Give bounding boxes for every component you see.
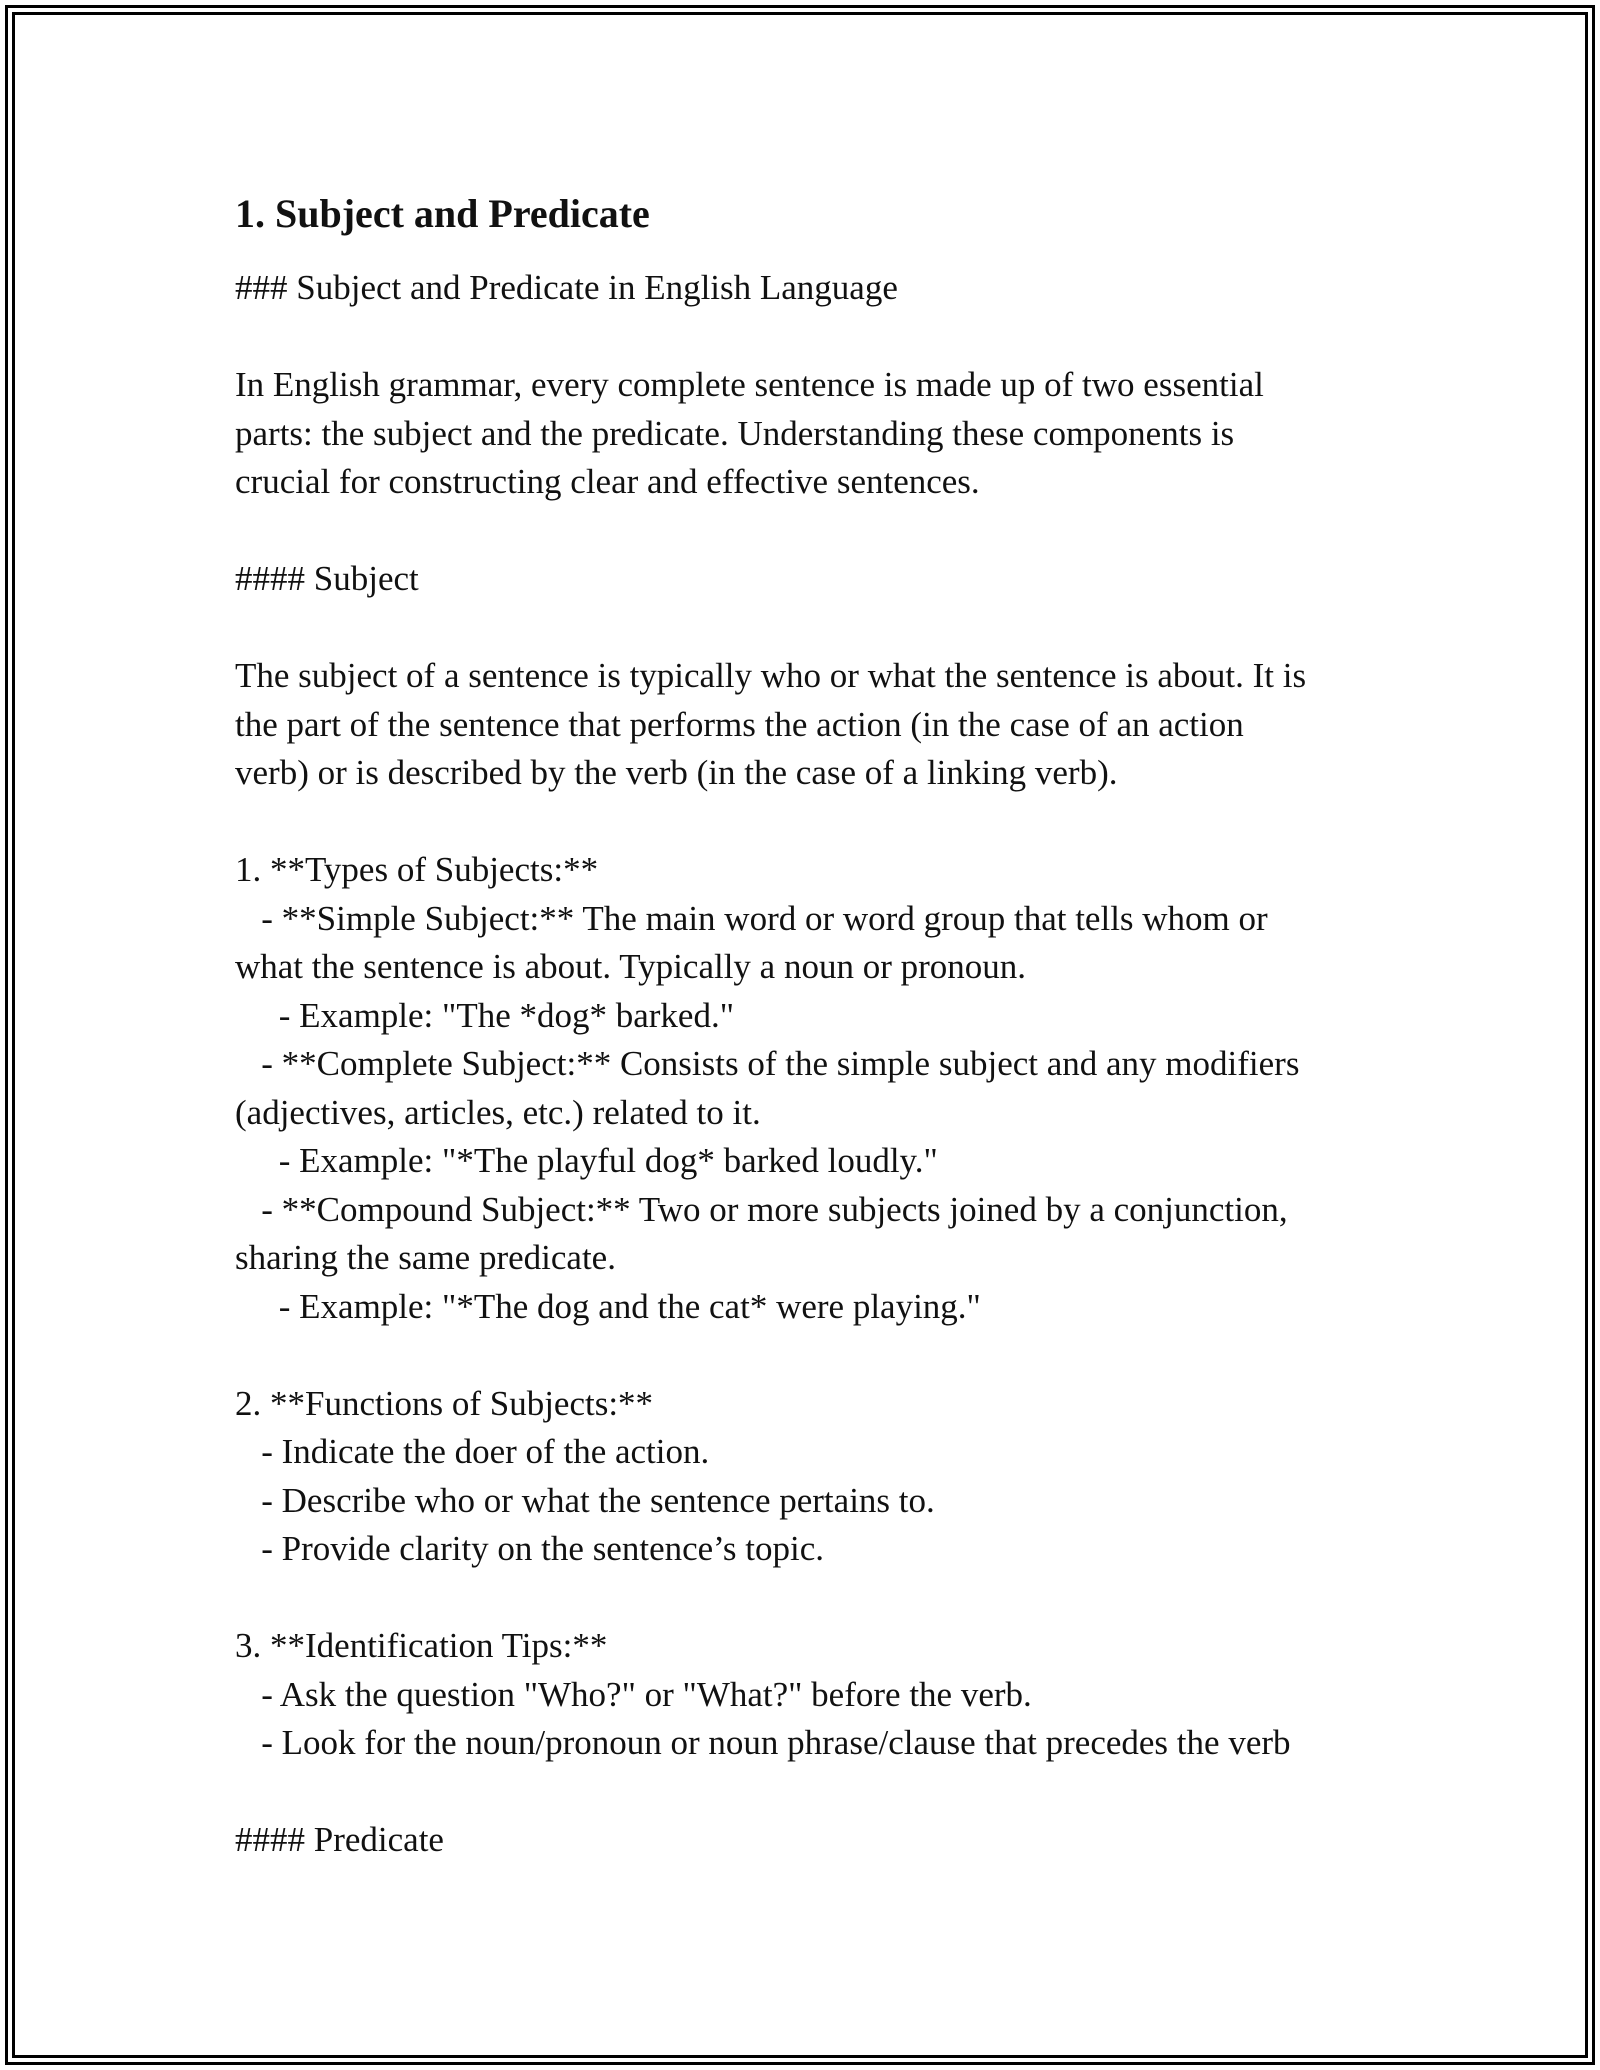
text-line: In English grammar, every complete sentence is made up of two essential (235, 365, 1264, 404)
text-line: ### Subject and Predicate in English Language (235, 268, 898, 307)
document-body (235, 186, 1395, 1865)
text-line: - Ask the question "Who?" or "What?" before the verb. (235, 1674, 1032, 1714)
text-line: #### Predicate (235, 1820, 444, 1859)
text-line: - Describe who or what the sentence pertains to. (235, 1480, 935, 1520)
text-line: 1. **Types of Subjects:** (235, 850, 599, 889)
text-line: - **Compound Subject:** Two or more subjects joined by a conjunction, (235, 1189, 1288, 1229)
text-line: 3. **Identification Tips:** (235, 1626, 608, 1665)
text-line: - Look for the noun/pronoun or noun phrase/clause that precedes the verb (235, 1723, 1291, 1762)
text-line: - Example: "*The dog and the cat* were playing." (235, 1286, 981, 1326)
text-line (235, 507, 1395, 556)
text-line: (adjectives, articles, etc.) related to it. (235, 1092, 761, 1132)
text-line: #### Subject (235, 559, 419, 598)
text-line: - Example: "The *dog* barked." (235, 995, 734, 1035)
text-line (235, 1574, 1395, 1623)
text-line: what the sentence is about. Typically a noun or pronoun. (235, 947, 1027, 986)
text-line: - Indicate the doer of the action. (235, 1432, 710, 1471)
text-line (235, 1768, 1395, 1817)
text-line (235, 313, 1395, 362)
text-line (235, 798, 1395, 847)
text-line: the part of the sentence that performs the action (in the case of an action (235, 704, 1244, 744)
text-line: - **Complete Subject:** Consists of the simple subject and any modifiers (235, 1044, 1300, 1083)
text-line: sharing the same predicate. (235, 1238, 616, 1277)
text-line: 2. **Functions of Subjects:** (235, 1383, 654, 1423)
text-line: - **Simple Subject:** The main word or word group that tells whom or (235, 898, 1268, 938)
text-line: verb) or is described by the verb (in the case of a linking verb). (235, 753, 1118, 792)
text-line: - Provide clarity on the sentence’s topic. (235, 1529, 825, 1568)
text-line: parts: the subject and the predicate. Understanding these components is (235, 413, 1235, 453)
document-title: 1. Subject and Predicate (235, 191, 650, 236)
text-line (235, 1331, 1395, 1380)
text-line: crucial for constructing clear and effective sentences. (235, 462, 980, 501)
text-line: The subject of a sentence is typically who or what the sentence is about. It is (235, 656, 1307, 695)
text-line (235, 604, 1395, 653)
text-line: - Example: "*The playful dog* barked loudly." (235, 1141, 938, 1180)
